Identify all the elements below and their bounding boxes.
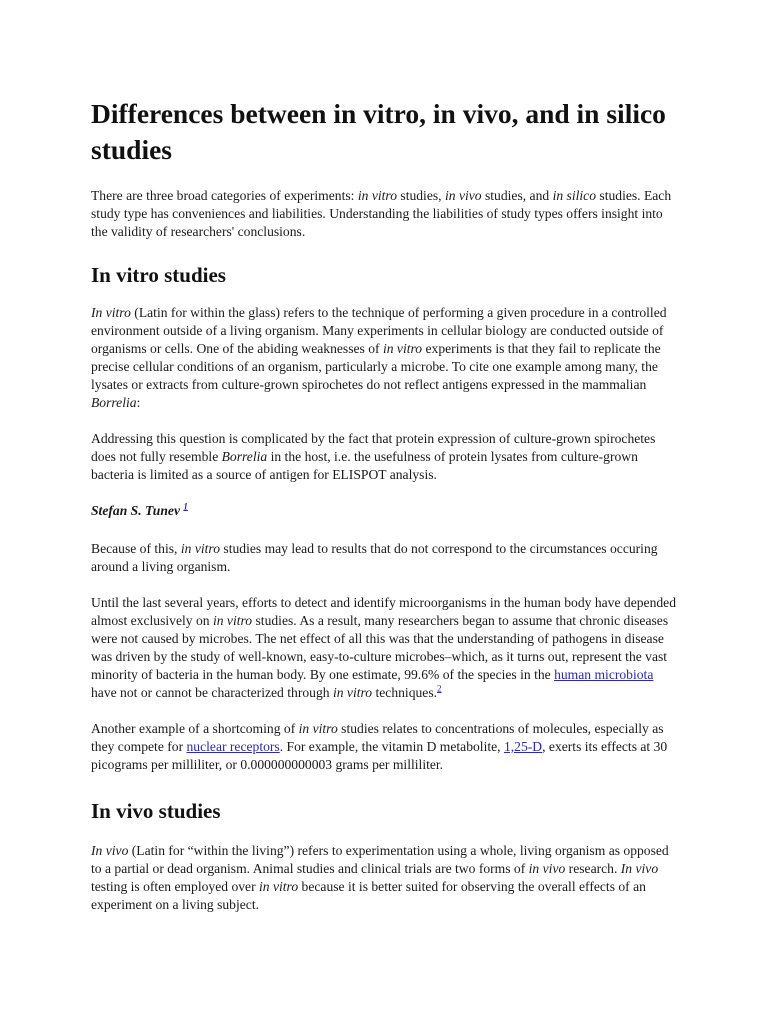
text: studies, <box>397 188 445 203</box>
italic-term: in vitro <box>259 879 299 894</box>
text: studies, and <box>481 188 553 203</box>
in-vivo-paragraph-1 <box>91 842 681 914</box>
italic-term: in vivo <box>444 188 482 203</box>
italic-term: In vivo <box>91 843 129 858</box>
page-title: Differences between in vitro, in vivo, and in silico studies <box>91 98 666 165</box>
italic-term: in vitro <box>332 685 373 700</box>
section-heading-in-vivo: In vivo studies <box>91 799 221 823</box>
text: studies. As a result, many researchers began to assume that chronic diseases were not caused by microbes. The net effect of all this was that the understanding of pathogens in disease was driven by the study of well-known, easy-to-culture microbes–which, as it turns out, represent the vast minority of bacteria in the human body. By one estimate, 99.6% of the species in the <box>91 613 669 682</box>
text: Another example of a shortcoming of <box>91 721 299 736</box>
footnote-link-1[interactable]: 1 <box>183 501 188 512</box>
text: studies. Each study type has conveniences and liabilities. Understanding the liabilities of study types offers insight into the validity of researchers' conclusions. <box>91 188 672 239</box>
text: Until the last several years, efforts to detect and identify microorganisms in the human body have depended almost exclusively on <box>91 595 676 628</box>
italic-term: in vitro <box>180 541 221 556</box>
text: Because of this, <box>91 541 181 556</box>
in-vitro-paragraph-1 <box>91 304 681 412</box>
italic-term: in vitro <box>212 613 253 628</box>
in-vitro-paragraph-3 <box>91 540 681 576</box>
in-vitro-paragraph-4 <box>91 594 681 702</box>
italic-term: in vivo <box>528 861 566 876</box>
text: , exerts its effects at 30 picograms per milliliter, or 0.000000000003 grams per milliliter. <box>91 739 668 772</box>
nuclear-receptors-link[interactable]: nuclear receptors <box>186 739 280 754</box>
article <box>91 96 681 932</box>
quote-author <box>91 502 681 520</box>
text: studies relates to concentrations of molecules, especially as they compete for <box>91 721 664 754</box>
text: testing is often employed over <box>91 879 259 894</box>
italic-term: In vivo <box>620 861 659 876</box>
in-vitro-paragraph-5 <box>91 720 681 774</box>
italic-term: Borrelia <box>221 449 268 464</box>
text: have not or cannot be characterized through <box>91 685 333 700</box>
text: Addressing this question is complicated by the fact that protein expression of culture-grown spirochetes does not fully resemble <box>91 431 656 464</box>
text: because it is better suited for observing the overall effects of an experiment on a living subject. <box>91 879 646 912</box>
text: research. <box>565 861 621 876</box>
footnote-link-2[interactable]: 2 <box>437 683 442 694</box>
intro-paragraph <box>91 187 681 241</box>
text: There are three broad categories of experiments: <box>91 188 358 203</box>
italic-term: in vitro <box>357 188 397 203</box>
text: (Latin for “within the living”) refers to experimentation using a whole, living organism as opposed to a partial or dead organism. Animal studies and clinical trials are two forms of <box>91 843 669 876</box>
italic-term: in vitro <box>298 721 338 736</box>
italic-term: in vitro <box>382 341 423 356</box>
quote-paragraph <box>91 430 681 484</box>
vitamin-d-link[interactable]: 1,25-D <box>503 739 543 754</box>
text: : <box>136 395 141 410</box>
text: experiments is that they fail to replicate the precise cellular conditions of an organism, particularly a microbe. To cite one example among many, the lysates or extracts from culture-grown spirochetes do not reflect antigens expressed in the mammalian <box>91 341 661 392</box>
italic-term: Borrelia <box>91 395 137 410</box>
text: (Latin for within the glass) refers to the technique of performing a given procedure in a controlled environment outside of a living organism. Many experiments in cellular biology are conducted outside of organisms or cells. One of the abiding weaknesses of <box>91 305 667 356</box>
author-name: Stefan S. Tunev <box>91 503 180 518</box>
text: techniques. <box>372 685 438 700</box>
text: studies may lead to results that do not correspond to the circumstances occuring around a living organism. <box>91 541 658 574</box>
human-microbiota-link[interactable]: human microbiota <box>554 667 654 682</box>
text: . For example, the vitamin D metabolite, <box>279 739 504 754</box>
section-heading-in-vitro: In vitro studies <box>91 263 226 287</box>
text: in the host, i.e. the usefulness of protein lysates from culture-grown bacteria is limited as a source of antigen for ELISPOT analysis. <box>91 449 638 482</box>
italic-term: in silico <box>552 188 597 203</box>
italic-term: In vitro <box>91 305 131 320</box>
